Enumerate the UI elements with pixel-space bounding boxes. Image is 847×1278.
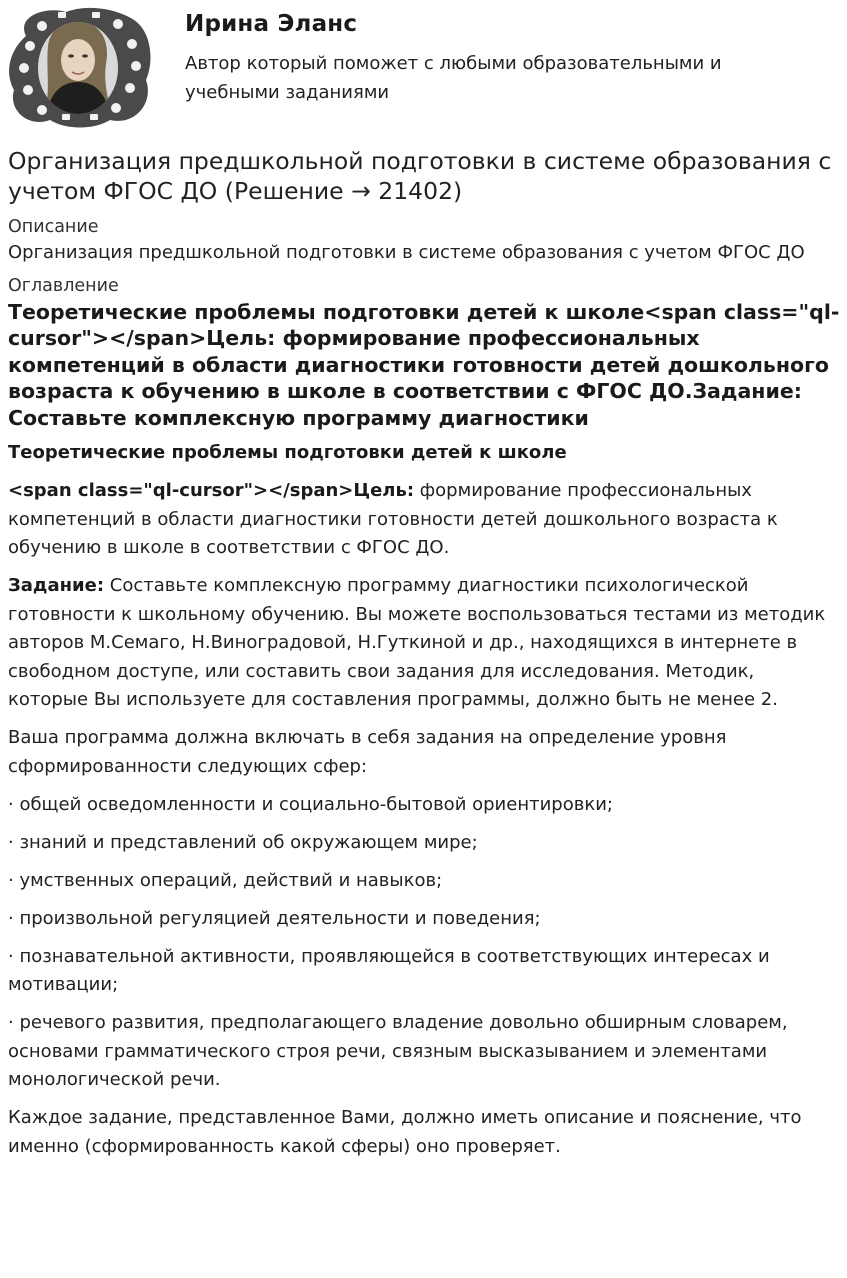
closing-paragraph: Каждое задание, представленное Вами, должно иметь описание и пояснение, что именно (сформированность какой сферы) оно проверяет. <box>8 1107 802 1157</box>
goal-text: формирование профессиональных компетенций в области диагностики готовности детей дошкольного возраста к обучению в школе в соответствии с ФГОС ДО. <box>8 480 778 558</box>
description-label: Описание <box>8 217 99 237</box>
goal-label: <span class="ql-cursor"></span>Цель: <box>8 480 415 501</box>
sphere-item: · умственных операций, действий и навыков; <box>8 869 443 891</box>
sphere-item: · общей осведомленности и социально-бытовой ориентировки; <box>8 793 613 815</box>
document-title: Организация предшкольной подготовки в системе образования с учетом ФГОС ДО (Решение → 21402) <box>8 147 832 205</box>
sphere-item: · познавательной активности, проявляющейся в соответствующих интересах и мотивации; <box>8 945 770 995</box>
program-intro: Ваша программа должна включать в себя задания на определение уровня сформированности следующих сфер: <box>8 727 727 777</box>
author-avatar <box>6 6 152 128</box>
sphere-item: · речевого развития, предполагающего владение довольно обширным словарем, основами грамматического строя речи, связным высказыванием и элементами монологической речи. <box>8 1012 788 1090</box>
sphere-item: · произвольной регуляцией деятельности и поведения; <box>8 907 541 929</box>
task-label: Задание: <box>8 575 105 596</box>
goal-paragraph <box>8 477 840 563</box>
author-name: Ирина Эланс <box>185 11 358 37</box>
task-paragraph <box>8 572 840 715</box>
toc-label: Оглавление <box>8 275 119 296</box>
toc-heading: Теоретические проблемы подготовки детей к школе<span class="ql-cursor"></span>Цель: формирование профессиональных компетенций в области диагностики готовности детей дошкольного возраста к обучению в школе в соответствии с ФГОС ДО.Задание: Составьте комплексную программу диагностики <box>8 299 840 430</box>
document-content <box>8 147 840 1171</box>
description-text: Организация предшкольной подготовки в системе образования с учетом ФГОС ДО <box>8 242 805 263</box>
section-subheading: Теоретические проблемы подготовки детей к школе <box>8 442 567 463</box>
author-description: Автор который поможет с любыми образовательными и учебными заданиями <box>185 53 722 103</box>
sphere-item: · знаний и представлений об окружающем мире; <box>8 831 478 853</box>
task-text: Составьте комплексную программу диагностики психологической готовности к школьному обучению. Вы можете воспользоваться тестами из методик авторов М.Семаго, Н.Виноградовой, Н.Гуткиной и др., находящихся в интернете в свободном доступе, или составить свои задания для исследования. Методик, которые Вы используете для составления программы, должно быть не менее 2. <box>8 575 826 710</box>
author-header <box>0 0 847 140</box>
